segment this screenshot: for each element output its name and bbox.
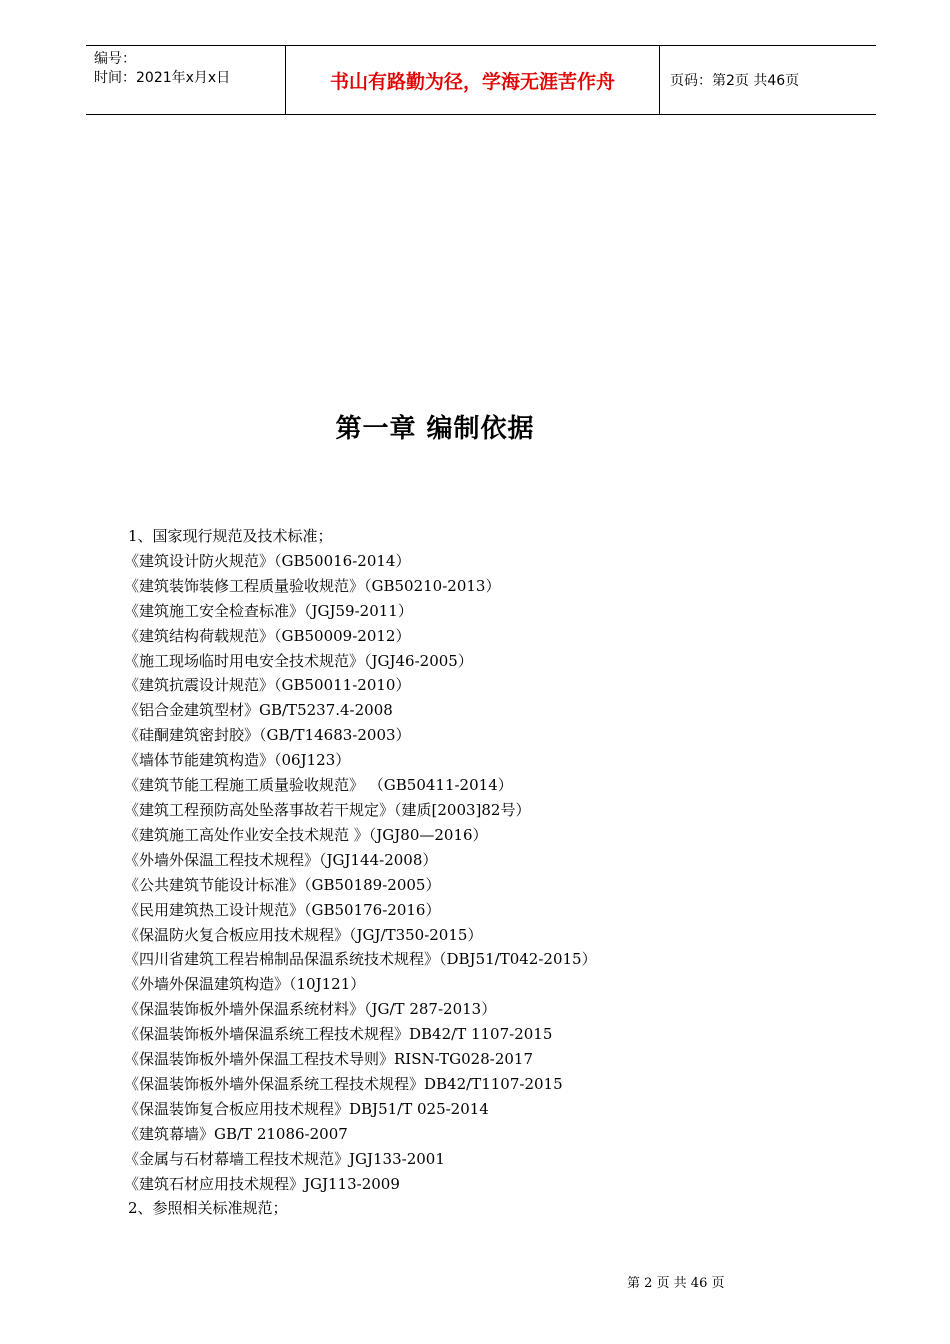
list-item: 《建筑石材应用技术规程》JGJ113-2009	[124, 1174, 400, 1193]
section-heading: 2、参照相关标准规范；	[128, 1199, 288, 1218]
page-footer: 第 2 页 共 46 页	[627, 1276, 725, 1291]
list-item: 《外墙外保温工程技术规程》（JGJ144-2008）	[124, 850, 438, 869]
list-item: 《建筑结构荷载规范》（GB50009-2012）	[124, 626, 411, 645]
list-item: 《建筑施工安全检查标准》（JGJ59-2011）	[124, 601, 413, 620]
list-item: 《建筑设计防火规范》（GB50016-2014）	[124, 551, 411, 570]
document-body	[124, 524, 844, 1221]
list-item: 《建筑节能工程施工质量验收规范》 （GB50411-2014）	[124, 776, 513, 795]
document-time-label: 时间：2021年x月x日	[94, 70, 231, 86]
list-item: 《建筑施工高处作业安全技术规范 》（JGJ80—2016）	[124, 825, 488, 844]
list-item: 《保温装饰复合板应用技术规程》DBJ51/T 025-2014	[124, 1099, 489, 1118]
header-motto: 书山有路勤为径，学海无涯苦作舟	[286, 46, 660, 114]
list-item: 《施工现场临时用电安全技术规范》（JGJ46-2005）	[124, 651, 473, 670]
list-item: 《建筑工程预防高处坠落事故若干规定》（建质[2003]82号）	[124, 800, 531, 819]
list-item: 《铝合金建筑型材》GB/T5237.4-2008	[124, 701, 393, 720]
header-page-info: 页码：第2页 共46页	[670, 73, 800, 89]
list-item: 《保温装饰板外墙外保温系统工程技术规程》DB42/T1107-2015	[124, 1074, 563, 1093]
list-item: 《建筑幕墙》GB/T 21086-2007	[124, 1124, 348, 1143]
list-item: 《硅酮建筑密封胶》（GB/T14683-2003）	[124, 726, 411, 745]
list-item: 《墙体节能建筑构造》（06J123）	[124, 751, 351, 770]
list-item: 《外墙外保温建筑构造》（10J121）	[124, 975, 366, 994]
list-item: 《民用建筑热工设计规范》（GB50176-2016）	[124, 900, 441, 919]
section-heading: 1、国家现行规范及技术标准；	[128, 527, 333, 545]
list-item: 《保温装饰板外墙保温系统工程技术规程》DB42/T 1107-2015	[124, 1025, 553, 1044]
chapter-title: 第一章 编制依据	[335, 414, 535, 444]
list-item: 《建筑抗震设计规范》（GB50011-2010）	[124, 676, 411, 695]
list-item: 《公共建筑节能设计标准》（GB50189-2005）	[124, 875, 441, 894]
standards-list	[124, 549, 844, 1197]
list-item: 《建筑装饰装修工程质量验收规范》（GB50210-2013）	[124, 576, 501, 595]
list-item: 《保温防火复合板应用技术规程》（JGJ/T350-2015）	[124, 925, 483, 944]
header-meta	[86, 46, 286, 114]
list-item: 《保温装饰板外墙外保温工程技术导则》RISN-TG028-2017	[124, 1050, 534, 1069]
list-item: 《金属与石材幕墙工程技术规范》JGJ133-2001	[124, 1149, 445, 1168]
list-item: 《四川省建筑工程岩棉制品保温系统技术规程》（DBJ51/T042-2015）	[124, 950, 597, 969]
list-item: 《保温装饰板外墙外保温系统材料》（JG/T 287-2013）	[124, 1000, 497, 1019]
page-header	[86, 45, 876, 115]
document-number-label: 编号：	[94, 51, 136, 67]
